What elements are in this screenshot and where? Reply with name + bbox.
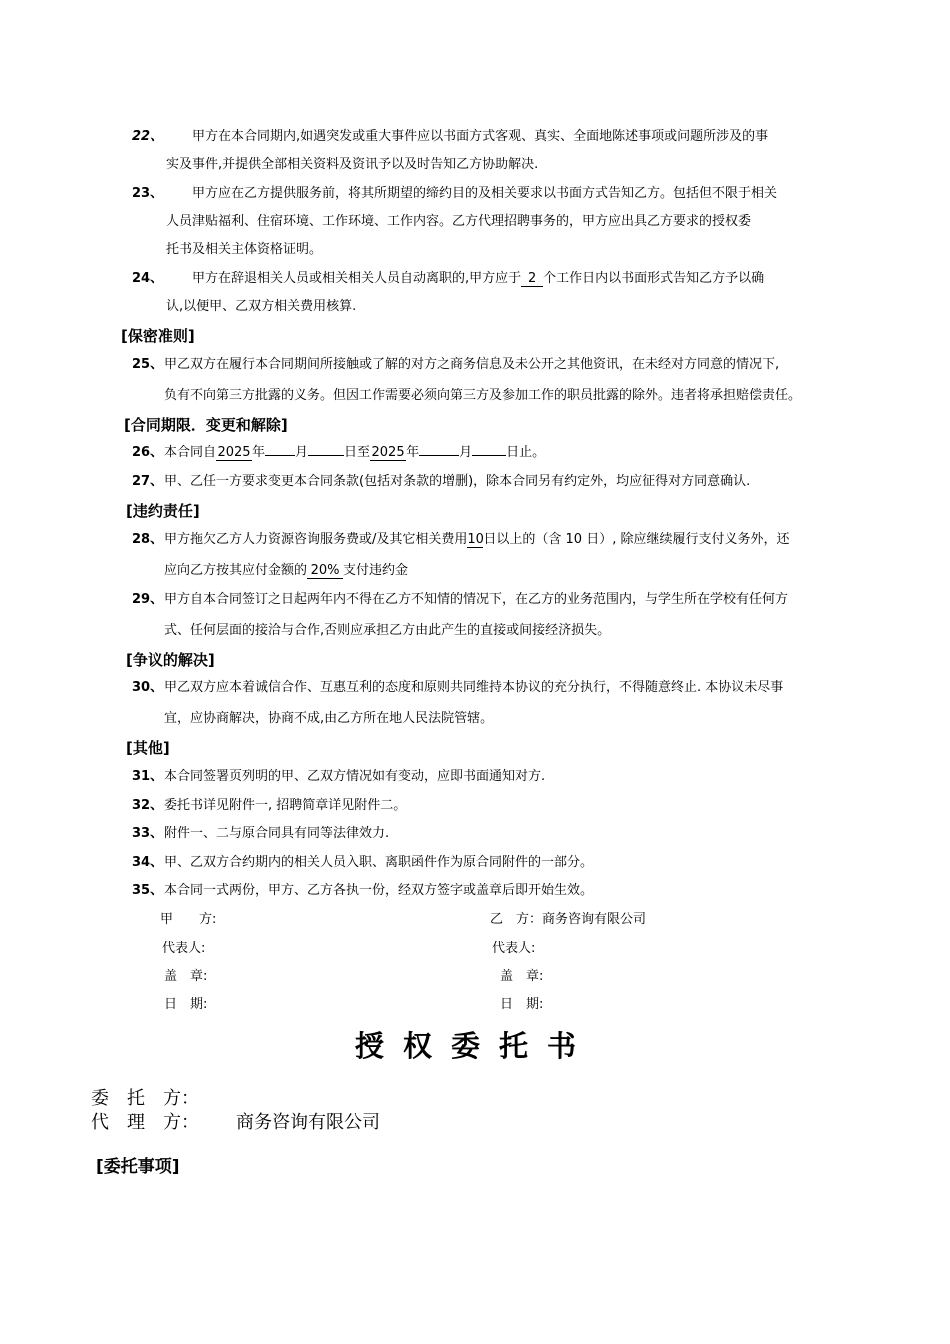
clause-22-line-1: 甲方在本合同期内,如遇突发或重大事件应以书面方式客观、真实、全面地陈述事项或问题所涉及的事 bbox=[192, 129, 769, 144]
penalty-rate: 20% bbox=[307, 564, 343, 579]
agent-label: 代 理 方： bbox=[91, 1112, 199, 1133]
heading-matters: [委托事项] bbox=[96, 1157, 180, 1177]
clause-29-number: 29、 bbox=[132, 592, 164, 607]
party-b-label: 乙 方：商务咨询有限公司 bbox=[490, 912, 647, 927]
end-year: 2025 bbox=[371, 445, 405, 460]
clause-24-line-2: 认,以便甲、乙双方相关费用核算. bbox=[166, 299, 357, 314]
clause-22-number: 22、 bbox=[132, 129, 164, 144]
date-b-label: 日 期: bbox=[500, 997, 544, 1012]
party-a-label: 甲 方: bbox=[160, 912, 217, 927]
clause-30-line-2: 宜，应协商解决，协商不成,由乙方所在地人民法院管辖。 bbox=[164, 711, 494, 726]
clause-28-line-1 bbox=[164, 531, 789, 549]
overdue-days: 10 bbox=[467, 532, 484, 547]
date-a-label: 日 期: bbox=[164, 997, 208, 1012]
clause-26-line bbox=[164, 444, 545, 462]
clause-24-days: 2 bbox=[521, 272, 543, 287]
clause-28-text-a: 甲方拖欠乙方人力资源咨询服务费或/及其它相关费用 bbox=[164, 532, 468, 547]
clause-34-number: 34、 bbox=[132, 855, 164, 870]
clause-29-line-1: 甲方自本合同签订之日起两年内不得在乙方不知情的情况下，在乙方的业务范围内，与学生所在学校有任何方 bbox=[164, 592, 789, 607]
clause-26-number: 26、 bbox=[132, 445, 164, 460]
end-month bbox=[419, 455, 459, 456]
start-day bbox=[308, 455, 344, 456]
clause-25-line-2: 负有不向第三方批露的义务。但因工作需要必须向第三方及参加工作的职员批露的除外。违者将承担赔偿责任。 bbox=[164, 388, 802, 403]
principal-label: 委 托 方： bbox=[91, 1088, 199, 1109]
heading-other: [其他] bbox=[126, 739, 170, 757]
clause-24-number: 24、 bbox=[132, 271, 164, 286]
clause-28-text-c: 应向乙方按其应付金额的 bbox=[164, 563, 308, 578]
clause-26-text-5: 年 bbox=[406, 445, 420, 460]
clause-23-line-3: 托书及相关主体资格证明。 bbox=[166, 242, 323, 257]
clause-28-text-d: 支付违约金 bbox=[343, 563, 409, 578]
clause-24-line-1 bbox=[192, 270, 764, 288]
clause-30-number: 30、 bbox=[132, 680, 164, 695]
clause-32-number: 32、 bbox=[132, 798, 164, 813]
heading-confidentiality: [保密准则] bbox=[121, 327, 195, 345]
agent-value: 商务咨询有限公司 bbox=[236, 1112, 380, 1133]
clause-29-line-2: 式、任何层面的接洽与合作,否则应承担乙方由此产生的直接或间接经济损失。 bbox=[164, 623, 611, 638]
clause-28-text-b: 日以上的（含 10 日）, 除应继续履行支付义务外，还 bbox=[483, 532, 790, 547]
clause-23-line-2: 人员津贴福利、住宿环境、工作环境、工作内容。乙方代理招聘事务的，甲方应出具乙方要求的授权委 bbox=[166, 214, 752, 229]
clause-23-line-1: 甲方应在乙方提供服务前，将其所期望的缔约目的及相关要求以书面方式告知乙方。包括但不限于相关 bbox=[192, 186, 778, 201]
clause-31-line-1: 本合同签署页列明的甲、乙双方情况如有变动，应即书面通知对方. bbox=[164, 769, 546, 784]
clause-26-text-2: 年 bbox=[252, 445, 266, 460]
clause-34-line-1: 甲、乙双方合约期内的相关人员入职、离职函件作为原合同附件的一部分。 bbox=[164, 855, 594, 870]
clause-24-text-a: 甲方在辞退相关人员或相关相关人员自动离职的,甲方应于 bbox=[192, 271, 522, 286]
authorization-title: 授权委托书 bbox=[354, 1029, 595, 1063]
clause-32-line-1: 委托书详见附件一, 招聘简章详见附件二。 bbox=[164, 798, 407, 813]
clause-24-text-b: 个工作日内以书面形式告知乙方予以确 bbox=[543, 271, 765, 286]
rep-a-label: 代表人: bbox=[162, 941, 206, 956]
heading-dispute: [争议的解决] bbox=[126, 651, 215, 669]
seal-a-label: 盖 章: bbox=[164, 969, 208, 984]
clause-26-text-7: 日止。 bbox=[506, 445, 546, 460]
seal-b-label: 盖 章: bbox=[500, 969, 544, 984]
start-month bbox=[265, 455, 295, 456]
clause-31-number: 31、 bbox=[132, 769, 164, 784]
clause-35-line-1: 本合同一式两份，甲方、乙方各执一份，经双方签字或盖章后即开始生效。 bbox=[164, 883, 594, 898]
heading-term: [合同期限．变更和解除] bbox=[124, 416, 288, 434]
clause-27-number: 27、 bbox=[132, 474, 164, 489]
heading-breach: [违约责任] bbox=[126, 502, 200, 520]
clause-22-line-2: 实及事件,并提供全部相关资料及资讯予以及时告知乙方协助解决. bbox=[166, 157, 539, 172]
clause-25-number: 25、 bbox=[132, 357, 164, 372]
clause-28-number: 28、 bbox=[132, 532, 164, 547]
clause-27-line-1: 甲、乙任一方要求变更本合同条款(包括对条款的增删)，除本合同另有约定外，均应征得对方同意确认. bbox=[164, 474, 751, 489]
clause-26-text-4: 日至 bbox=[344, 445, 371, 460]
clause-23-number: 23、 bbox=[132, 186, 164, 201]
clause-35-number: 35、 bbox=[132, 883, 164, 898]
clause-28-line-2 bbox=[164, 562, 408, 580]
end-day bbox=[472, 455, 506, 456]
clause-33-line-1: 附件一、二与原合同具有同等法律效力. bbox=[164, 826, 390, 841]
clause-26-text-1: 本合同自 bbox=[164, 445, 217, 460]
clause-26-text-6: 月 bbox=[459, 445, 473, 460]
clause-33-number: 33、 bbox=[132, 826, 164, 841]
clause-25-line-1: 甲乙双方在履行本合同期间所接触或了解的对方之商务信息及未公开之其他资讯，在未经对方同意的情况下, bbox=[164, 357, 780, 372]
clause-26-text-3: 月 bbox=[295, 445, 309, 460]
rep-b-label: 代表人: bbox=[492, 941, 536, 956]
start-year: 2025 bbox=[217, 445, 251, 460]
clause-30-line-1: 甲乙双方应本着诚信合作、互惠互利的态度和原则共同维持本协议的充分执行，不得随意终止. 本协议未尽事 bbox=[164, 680, 784, 695]
